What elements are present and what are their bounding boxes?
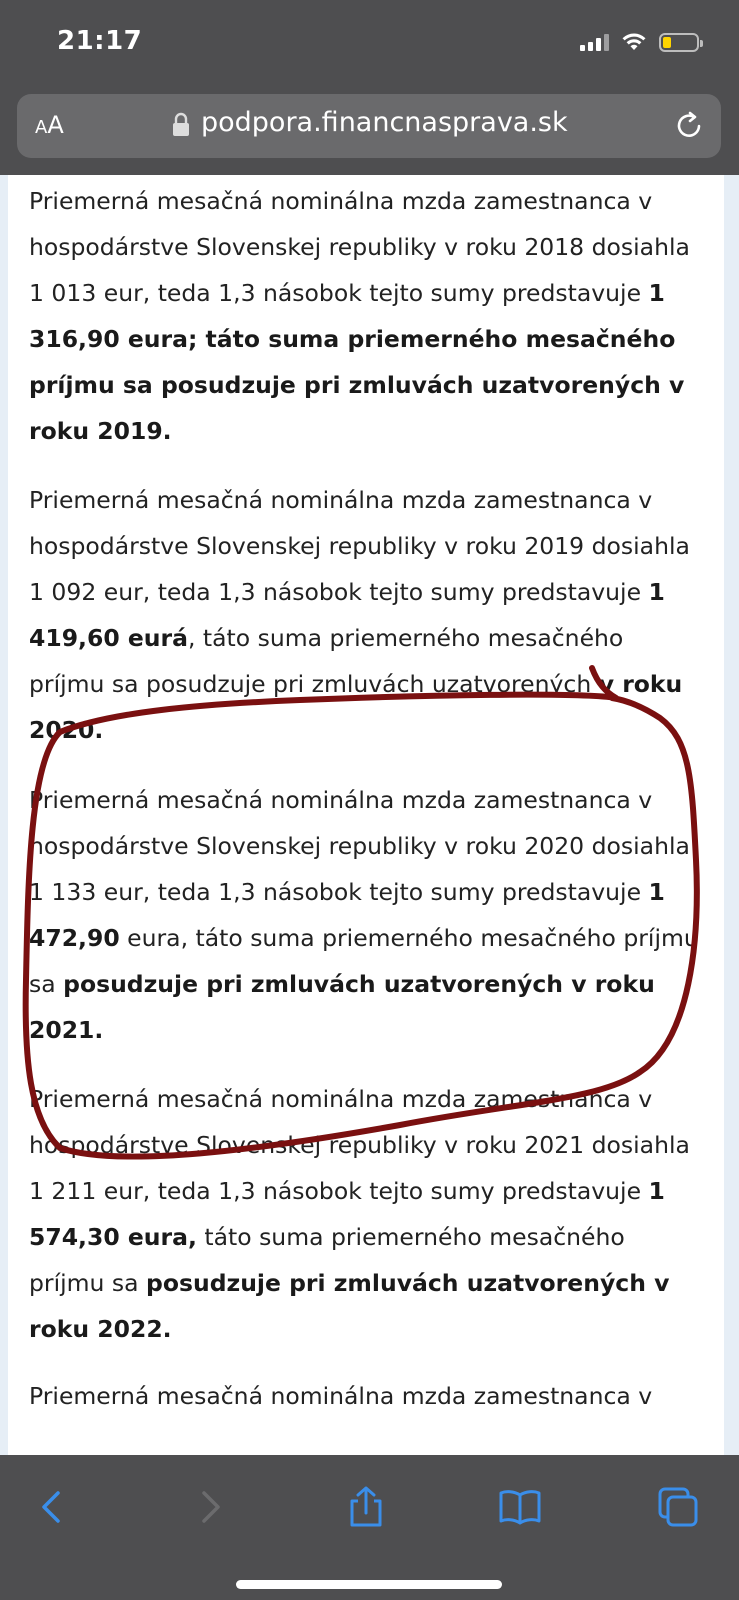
url-text[interactable]: podpora.financnasprava.sk: [201, 107, 568, 138]
status-icons: [580, 30, 699, 54]
share-icon[interactable]: [344, 1485, 388, 1529]
cellular-signal-icon: [580, 33, 609, 51]
home-indicator: [236, 1580, 502, 1589]
paragraph-2018: Priemerná mesačná nominálna mzda zamestnanca v hospodárstve Slovenskej republiky v roku 2018 dosiahla 1 013 eur, teda 1,3 násobok tejto sumy predstavuje 1 316,90 eura; táto suma priemerného mesačného príjmu sa posudzuje pri zmluvách uzatvorených v roku 2019.: [29, 187, 690, 445]
book-icon[interactable]: [498, 1485, 542, 1529]
tabs-icon[interactable]: [656, 1485, 700, 1529]
paragraph-2019: Priemerná mesačná nominálna mzda zamestnanca v hospodárstve Slovenskej republiky v roku 2019 dosiahla 1 092 eur, teda 1,3 násobok tejto sumy predstavuje 1 419,60 eurá, táto suma priemerného mesačného príjmu sa posudzuje pri zmluvách uzatvorených v roku 2020.: [29, 486, 690, 744]
browser-top-chrome: [0, 0, 739, 175]
battery-icon: [659, 33, 699, 52]
wifi-icon: [621, 32, 647, 52]
paragraph-next: Priemerná mesačná nominálna mzda zamestnanca v: [29, 1382, 653, 1410]
text-size-button[interactable]: AA: [35, 111, 64, 139]
address-bar[interactable]: [17, 94, 721, 158]
paragraph-2020: Priemerná mesačná nominálna mzda zamestnanca v hospodárstve Slovenskej republiky v roku 2020 dosiahla 1 133 eur, teda 1,3 násobok tejto sumy predstavuje 1 472,90 eura, táto suma priemerného mesačného príjmu sa posudzuje pri zmluvách uzatvorených v roku 2021.: [29, 786, 699, 1044]
web-page-content: [8, 175, 724, 1455]
reload-icon[interactable]: [673, 109, 705, 141]
browser-bottom-toolbar: [0, 1455, 739, 1600]
paragraph-2021: Priemerná mesačná nominálna mzda zamestnanca v hospodárstve Slovenskej republiky v roku 2021 dosiahla 1 211 eur, teda 1,3 násobok tejto sumy predstavuje 1 574,30 eura, táto suma priemerného mesačného príjmu sa posudzuje pri zmluvách uzatvorených v roku 2022.: [29, 1085, 690, 1343]
chevron-right-icon[interactable]: [188, 1485, 232, 1529]
status-time: 21:17: [57, 26, 143, 56]
chevron-left-icon[interactable]: [30, 1485, 74, 1529]
lock-icon: [172, 112, 190, 138]
